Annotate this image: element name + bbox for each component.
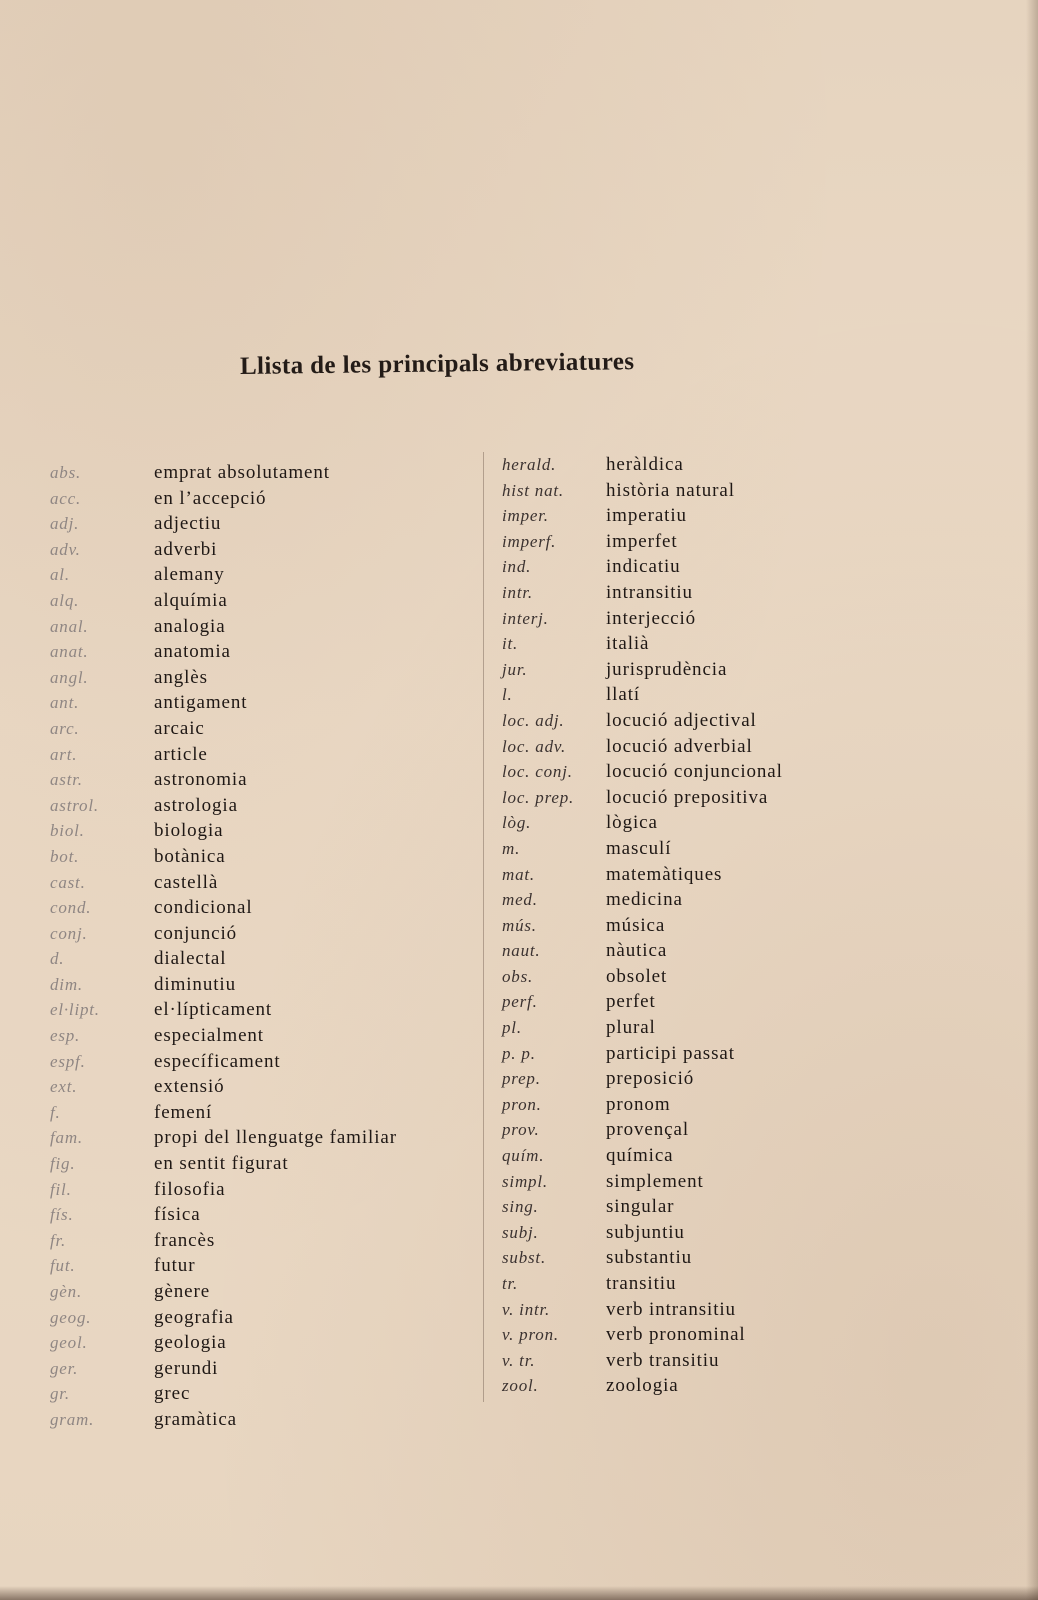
abbreviation-meaning: extensió (154, 1076, 225, 1098)
abbreviation-meaning: especialment (154, 1025, 264, 1047)
abbreviation-entry (502, 1119, 783, 1145)
abbreviation-meaning: heràldica (606, 454, 684, 475)
abbreviation-meaning: física (154, 1204, 201, 1226)
abbreviation-entry (50, 1025, 397, 1051)
abbreviation-entry (502, 1094, 783, 1120)
abbreviation-entry (502, 659, 783, 685)
column-divider (483, 452, 484, 1402)
abbreviation-term: fig. (50, 1154, 76, 1174)
abbreviation-entry (502, 454, 783, 480)
abbreviation-entry (50, 1281, 397, 1307)
abbreviation-meaning: el·lípticament (154, 999, 273, 1021)
abbreviation-meaning: emprat absolutament (154, 462, 330, 483)
abbreviation-entry (50, 923, 397, 949)
abbreviation-meaning: diminutiu (154, 973, 236, 995)
abbreviation-term: fr. (50, 1230, 67, 1250)
abbreviation-entry (502, 991, 783, 1017)
abbreviation-term: tr. (502, 1274, 519, 1293)
abbreviation-list-right (502, 454, 783, 1401)
abbreviation-term: m. (502, 838, 521, 858)
abbreviation-entry (502, 582, 783, 608)
abbreviation-term: al. (50, 565, 70, 585)
abbreviation-entry (502, 1222, 783, 1248)
abbreviation-term: acc. (50, 488, 82, 508)
abbreviation-list-left (50, 462, 397, 1435)
abbreviation-entry (50, 769, 397, 795)
abbreviation-entry (502, 1043, 783, 1069)
abbreviation-term: esp. (50, 1026, 81, 1046)
abbreviation-term: ind. (502, 557, 532, 577)
abbreviation-meaning: verb pronominal (606, 1324, 746, 1346)
abbreviation-term: hist nat. (502, 480, 564, 500)
abbreviation-entry (502, 838, 783, 864)
abbreviation-meaning: específicament (154, 1050, 281, 1072)
abbreviation-entry (50, 462, 397, 488)
abbreviation-entry (50, 641, 397, 667)
abbreviation-entry (50, 667, 397, 693)
abbreviation-entry (502, 556, 783, 582)
abbreviation-meaning: història natural (606, 479, 735, 501)
abbreviation-entry (50, 692, 397, 718)
abbreviation-entry (50, 564, 397, 590)
abbreviation-entry (50, 820, 397, 846)
abbreviation-entry (502, 1247, 783, 1273)
abbreviation-term: p. p. (502, 1043, 536, 1063)
abbreviation-term: abs. (50, 463, 82, 482)
abbreviation-entry (50, 1153, 397, 1179)
abbreviation-meaning: verb intransitiu (606, 1298, 736, 1320)
abbreviation-entry (502, 505, 783, 531)
abbreviation-meaning: filosofia (154, 1178, 226, 1200)
abbreviation-meaning: gerundi (154, 1357, 219, 1379)
abbreviation-meaning: alemany (154, 564, 225, 586)
abbreviation-meaning: geografia (154, 1306, 234, 1328)
abbreviation-entry (502, 1196, 783, 1222)
abbreviation-meaning: nàutica (606, 940, 668, 962)
abbreviation-meaning: francès (154, 1229, 216, 1251)
abbreviation-term: gram. (50, 1409, 95, 1429)
abbreviation-term: loc. conj. (502, 762, 573, 782)
abbreviation-term: anal. (50, 616, 89, 636)
abbreviation-entry (502, 1273, 783, 1299)
abbreviation-term: v. pron. (502, 1325, 559, 1345)
abbreviation-term: fut. (50, 1256, 76, 1276)
abbreviation-term: l. (502, 685, 513, 705)
abbreviation-meaning: matemàtiques (606, 863, 723, 885)
abbreviation-meaning: propi del llenguatge familiar (154, 1127, 397, 1149)
abbreviation-term: intr. (502, 582, 533, 602)
abbreviation-entry (50, 744, 397, 770)
abbreviation-meaning: locució adverbial (606, 735, 753, 757)
abbreviation-term: pl. (502, 1018, 522, 1038)
abbreviation-entry (50, 974, 397, 1000)
abbreviation-term: gèn. (50, 1282, 82, 1301)
abbreviation-meaning: italià (606, 633, 650, 655)
abbreviation-entry (50, 999, 397, 1025)
abbreviation-term: art. (50, 744, 78, 764)
abbreviation-meaning: indicatiu (606, 556, 681, 578)
abbreviation-term: el·lipt. (50, 1000, 100, 1020)
abbreviation-term: conj. (50, 923, 88, 943)
abbreviation-entry (50, 1332, 397, 1358)
abbreviation-meaning: locució prepositiva (606, 786, 769, 808)
abbreviation-meaning: subjuntiu (606, 1221, 685, 1243)
abbreviation-meaning: botànica (154, 845, 226, 867)
abbreviation-meaning: alquímia (154, 589, 228, 611)
abbreviation-term: subst. (502, 1248, 547, 1268)
abbreviation-meaning: biologia (154, 820, 224, 842)
abbreviation-term: fam. (50, 1128, 83, 1148)
abbreviation-term: imper. (502, 506, 549, 526)
abbreviation-term: gr. (50, 1384, 70, 1404)
abbreviation-entry (502, 710, 783, 736)
abbreviation-entry (502, 940, 783, 966)
abbreviation-entry (502, 812, 783, 838)
abbreviation-term: astrol. (50, 795, 99, 815)
abbreviation-entry (50, 488, 397, 514)
abbreviation-meaning: simplement (606, 1170, 704, 1192)
abbreviation-term: angl. (50, 667, 89, 687)
abbreviation-meaning: femení (154, 1101, 213, 1123)
abbreviation-entry (502, 966, 783, 992)
abbreviation-entry (502, 1375, 783, 1401)
abbreviation-term: bot. (50, 846, 80, 866)
abbreviation-meaning: participi passat (606, 1042, 735, 1064)
abbreviation-term: mús. (502, 915, 537, 935)
abbreviation-meaning: conjunció (154, 922, 238, 944)
abbreviation-term: fil. (50, 1179, 72, 1199)
abbreviation-term: herald. (502, 455, 557, 474)
abbreviation-meaning: interjecció (606, 607, 697, 629)
abbreviation-term: loc. prep. (502, 787, 575, 807)
abbreviation-term: pron. (502, 1094, 542, 1114)
abbreviation-term: obs. (502, 966, 534, 986)
abbreviation-entry (50, 948, 397, 974)
abbreviation-meaning: música (606, 914, 666, 936)
abbreviation-entry (50, 718, 397, 744)
abbreviation-term: prep. (502, 1069, 541, 1089)
abbreviation-entry (502, 1299, 783, 1325)
abbreviation-entry (502, 633, 783, 659)
abbreviation-meaning: plural (606, 1017, 656, 1039)
abbreviation-entry (502, 608, 783, 634)
abbreviation-entry (50, 1102, 397, 1128)
abbreviation-meaning: llatí (606, 684, 641, 706)
abbreviation-term: ext. (50, 1077, 78, 1097)
page-edge-shadow (0, 1586, 1038, 1600)
abbreviation-term: naut. (502, 941, 541, 961)
abbreviation-entry (502, 736, 783, 762)
abbreviation-entry (502, 864, 783, 890)
abbreviation-meaning: analogia (154, 615, 226, 637)
abbreviation-meaning: lògica (606, 812, 658, 834)
abbreviation-term: adv. (50, 539, 81, 559)
abbreviation-entry (502, 787, 783, 813)
abbreviation-term: geol. (50, 1333, 88, 1353)
abbreviation-term: mat. (502, 864, 535, 884)
abbreviation-entry (502, 1350, 783, 1376)
abbreviation-meaning: condicional (154, 897, 253, 919)
abbreviation-entry (50, 1230, 397, 1256)
abbreviation-meaning: medicina (606, 889, 683, 911)
abbreviation-entry (502, 1324, 783, 1350)
abbreviation-term: d. (50, 949, 65, 969)
abbreviation-entry (50, 1383, 397, 1409)
abbreviation-term: loc. adj. (502, 710, 565, 730)
abbreviation-entry (50, 1307, 397, 1333)
abbreviation-meaning: geologia (154, 1332, 227, 1354)
abbreviation-term: zool. (502, 1376, 539, 1396)
abbreviation-term: arc. (50, 718, 80, 738)
abbreviation-entry (50, 846, 397, 872)
abbreviation-meaning: pronom (606, 1093, 671, 1115)
abbreviation-meaning: adverbi (154, 538, 218, 560)
abbreviation-meaning: singular (606, 1196, 675, 1218)
abbreviation-entry (502, 1017, 783, 1043)
abbreviation-term: anat. (50, 642, 89, 662)
abbreviation-entry (50, 1204, 397, 1230)
abbreviation-term: ant. (50, 693, 80, 713)
abbreviation-term: f. (50, 1102, 61, 1122)
abbreviation-meaning: verb transitiu (606, 1349, 720, 1371)
abbreviation-term: perf. (502, 992, 538, 1012)
abbreviation-term: v. intr. (502, 1299, 551, 1319)
abbreviation-meaning: jurisprudència (606, 658, 728, 680)
abbreviation-entry (50, 1358, 397, 1384)
abbreviation-term: jur. (502, 659, 528, 679)
abbreviation-term: interj. (502, 608, 549, 628)
abbreviation-term: espf. (50, 1051, 86, 1071)
abbreviation-meaning: antigament (154, 692, 248, 714)
abbreviation-entry (50, 590, 397, 616)
abbreviation-meaning: zoologia (606, 1375, 679, 1397)
abbreviation-meaning: anglès (154, 666, 208, 688)
abbreviation-entry (502, 531, 783, 557)
abbreviation-entry (50, 1051, 397, 1077)
abbreviation-entry (502, 761, 783, 787)
abbreviation-term: sing. (502, 1197, 539, 1217)
abbreviation-meaning: perfet (606, 991, 656, 1013)
abbreviation-entry (50, 539, 397, 565)
abbreviation-meaning: dialectal (154, 948, 227, 970)
abbreviation-term: prov. (502, 1120, 540, 1140)
abbreviation-meaning: locució adjectival (606, 709, 757, 731)
abbreviation-meaning: locució conjuncional (606, 761, 783, 783)
abbreviation-entry (50, 1255, 397, 1281)
abbreviation-term: med. (502, 890, 538, 910)
abbreviation-meaning: en l’accepció (154, 487, 267, 509)
abbreviation-term: subj. (502, 1222, 539, 1242)
abbreviation-term: v. tr. (502, 1350, 536, 1370)
abbreviation-meaning: futur (154, 1255, 196, 1277)
abbreviation-meaning: preposició (606, 1068, 695, 1090)
abbreviation-entry (502, 915, 783, 941)
page-edge-shadow-right (1026, 0, 1038, 1600)
abbreviation-meaning: provençal (606, 1119, 690, 1141)
abbreviation-meaning: obsolet (606, 965, 668, 987)
abbreviation-term: alq. (50, 590, 80, 610)
abbreviation-meaning: grec (154, 1383, 191, 1405)
abbreviation-entry (50, 872, 397, 898)
abbreviation-meaning: transitiu (606, 1273, 677, 1294)
abbreviation-term: biol. (50, 821, 85, 841)
abbreviation-term: cast. (50, 872, 86, 892)
abbreviation-meaning: intransitiu (606, 581, 693, 603)
abbreviation-entry (502, 480, 783, 506)
abbreviation-entry (50, 1179, 397, 1205)
abbreviation-entry (502, 889, 783, 915)
abbreviation-term: adj. (50, 514, 80, 534)
abbreviation-entry (502, 1171, 783, 1197)
abbreviation-term: ger. (50, 1358, 79, 1378)
abbreviation-meaning: castellà (154, 871, 219, 893)
abbreviation-entry (502, 1068, 783, 1094)
abbreviation-meaning: gramàtica (154, 1408, 237, 1430)
abbreviation-entry (50, 1127, 397, 1153)
abbreviation-meaning: gènere (154, 1281, 211, 1302)
abbreviation-term: cond. (50, 898, 92, 918)
abbreviation-term: simpl. (502, 1171, 548, 1191)
abbreviation-entry (50, 795, 397, 821)
abbreviation-entry (50, 616, 397, 642)
abbreviation-meaning: astronomia (154, 769, 248, 791)
abbreviation-meaning: anatomia (154, 641, 231, 663)
abbreviation-meaning: imperfet (606, 530, 678, 552)
abbreviation-meaning: imperatiu (606, 505, 687, 527)
abbreviation-term: imperf. (502, 531, 557, 551)
abbreviation-entry (50, 1076, 397, 1102)
abbreviation-term: quím. (502, 1146, 545, 1166)
abbreviation-term: lòg. (502, 813, 532, 833)
abbreviation-entry (502, 1145, 783, 1171)
abbreviation-meaning: substantiu (606, 1247, 693, 1269)
abbreviation-term: it. (502, 634, 519, 654)
abbreviation-meaning: astrologia (154, 794, 238, 816)
abbreviation-entry (50, 897, 397, 923)
page-title: Llista de les principals abreviatures (239, 347, 635, 380)
abbreviation-meaning: adjectiu (154, 513, 222, 535)
abbreviation-entry (50, 513, 397, 539)
abbreviation-entry (50, 1409, 397, 1435)
abbreviation-term: astr. (50, 770, 83, 790)
abbreviation-term: dim. (50, 974, 83, 994)
abbreviation-term: geog. (50, 1307, 92, 1327)
abbreviation-meaning: en sentit figurat (154, 1153, 289, 1175)
abbreviation-meaning: arcaic (154, 717, 205, 739)
abbreviation-meaning: article (154, 743, 208, 765)
abbreviation-entry (502, 684, 783, 710)
abbreviation-meaning: química (606, 1145, 674, 1167)
abbreviation-meaning: masculí (606, 837, 672, 859)
abbreviation-term: loc. adv. (502, 736, 567, 756)
abbreviation-term: fís. (50, 1205, 74, 1225)
